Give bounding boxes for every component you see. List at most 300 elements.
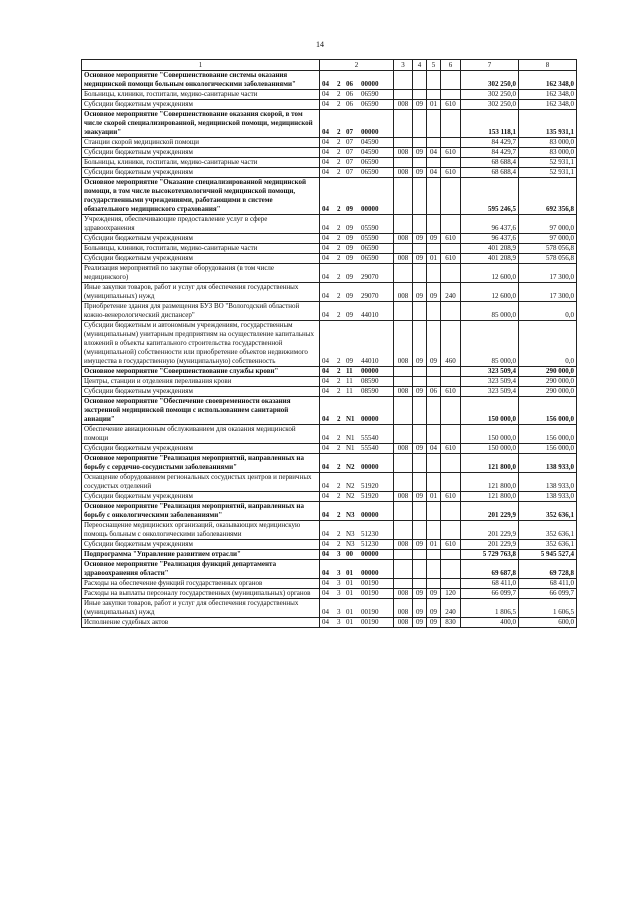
target-code xyxy=(320,158,394,168)
target-code xyxy=(320,234,394,244)
target-code xyxy=(320,90,394,100)
target-code xyxy=(320,321,394,367)
amount-year-1: 68 688,4 xyxy=(461,168,519,178)
code-part: 04 xyxy=(322,128,329,136)
code-part: 04 xyxy=(322,367,329,375)
department-code: 008 xyxy=(394,254,413,264)
amount-year-1: 68 411,0 xyxy=(461,579,519,589)
section-code: 09 xyxy=(413,540,427,550)
code-part: 2 xyxy=(337,224,341,232)
amount-year-1: 85 000,0 xyxy=(461,321,519,367)
code-part: 04 xyxy=(322,292,329,300)
subsection-code xyxy=(427,377,441,387)
expense-type-code xyxy=(441,579,461,589)
code-part: 2 xyxy=(337,128,341,136)
subsection-code xyxy=(427,90,441,100)
table-row xyxy=(82,168,577,178)
code-part: 51230 xyxy=(361,540,379,548)
target-code xyxy=(320,254,394,264)
amount-year-1: 153 118,1 xyxy=(461,110,519,138)
code-part: 04 xyxy=(322,492,329,500)
code-part: 00000 xyxy=(361,415,379,423)
code-part: 04 xyxy=(322,530,329,538)
item-name: Субсидии бюджетным учреждениям xyxy=(82,234,320,244)
code-part: 2 xyxy=(337,387,341,395)
section-code xyxy=(413,397,427,425)
code-part: 07 xyxy=(346,168,353,176)
code-part: 04 xyxy=(322,158,329,166)
item-name: Реализация мероприятий по закупке оборудования (в том числе медицинского) xyxy=(82,264,320,283)
expense-type-code xyxy=(441,397,461,425)
code-part: 3 xyxy=(337,608,341,616)
department-code xyxy=(394,302,413,321)
item-name: Субсидии бюджетным учреждениям xyxy=(82,100,320,110)
code-part: 09 xyxy=(346,205,353,213)
code-part: 06 xyxy=(346,100,353,108)
subsection-code xyxy=(427,502,441,521)
code-part: 2 xyxy=(337,80,341,88)
expense-type-code: 610 xyxy=(441,234,461,244)
amount-year-1: 66 099,7 xyxy=(461,589,519,599)
department-code xyxy=(394,473,413,492)
expense-type-code: 120 xyxy=(441,589,461,599)
code-part: N3 xyxy=(346,540,355,548)
code-part: 09 xyxy=(346,273,353,281)
amount-year-2: 68 411,0 xyxy=(519,579,577,589)
code-part: 3 xyxy=(337,550,341,558)
table-row xyxy=(82,540,577,550)
department-code: 008 xyxy=(394,100,413,110)
target-code xyxy=(320,110,394,138)
code-part: 09 xyxy=(346,357,353,365)
item-name: Субсидии бюджетным учреждениям xyxy=(82,492,320,502)
code-part: 04 xyxy=(322,608,329,616)
amount-year-1: 302 250,0 xyxy=(461,100,519,110)
table-row xyxy=(82,492,577,502)
section-code: 09 xyxy=(413,492,427,502)
amount-year-2: 83 000,0 xyxy=(519,148,577,158)
code-part: 3 xyxy=(337,569,341,577)
code-part: 2 xyxy=(337,434,341,442)
target-code xyxy=(320,367,394,377)
target-code xyxy=(320,521,394,540)
item-name: Расходы на обеспечение функций государственных органов xyxy=(82,579,320,589)
code-part: 00 xyxy=(346,550,353,558)
code-part: 3 xyxy=(337,618,341,626)
code-part: 07 xyxy=(346,128,353,136)
department-code xyxy=(394,264,413,283)
code-part: N1 xyxy=(346,434,355,442)
code-part: 06 xyxy=(346,90,353,98)
section-code xyxy=(413,71,427,90)
amount-year-2: 578 056,8 xyxy=(519,254,577,264)
amount-year-1: 121 800,0 xyxy=(461,473,519,492)
code-part: N1 xyxy=(346,444,355,452)
expense-type-code xyxy=(441,502,461,521)
code-part: 2 xyxy=(337,244,341,252)
target-code xyxy=(320,397,394,425)
code-part: 04590 xyxy=(361,138,379,146)
budget-table xyxy=(81,59,577,628)
code-part: 2 xyxy=(337,205,341,213)
amount-year-2: 156 000,0 xyxy=(519,444,577,454)
department-code xyxy=(394,158,413,168)
code-part: 04 xyxy=(322,90,329,98)
amount-year-1: 323 509,4 xyxy=(461,387,519,397)
code-part: 06 xyxy=(346,80,353,88)
table-row xyxy=(82,234,577,244)
item-name: Расходы на выплаты персоналу государственных (муниципальных) органов xyxy=(82,589,320,599)
code-part: 04 xyxy=(322,205,329,213)
expense-type-code xyxy=(441,110,461,138)
section-code: 09 xyxy=(413,283,427,302)
table-row xyxy=(82,618,577,628)
target-code xyxy=(320,444,394,454)
expense-type-code: 610 xyxy=(441,492,461,502)
item-name: Иные закупки товаров, работ и услуг для обеспечения государственных (муниципальных) нужд xyxy=(82,283,320,302)
target-code xyxy=(320,540,394,550)
amount-year-2: 352 636,1 xyxy=(519,540,577,550)
department-code: 008 xyxy=(394,618,413,628)
amount-year-2: 162 348,0 xyxy=(519,100,577,110)
expense-type-code xyxy=(441,90,461,100)
subsection-code: 01 xyxy=(427,254,441,264)
amount-year-1: 5 729 763,8 xyxy=(461,550,519,560)
code-part: 2 xyxy=(337,415,341,423)
subsection-code: 01 xyxy=(427,540,441,550)
code-part: 04 xyxy=(322,138,329,146)
amount-year-2: 17 300,0 xyxy=(519,264,577,283)
table-row xyxy=(82,148,577,158)
item-name: Основное мероприятие "Оказание специализированной медицинской помощи, в том числе высокотехнологичной медицинской помощи, государственными учреждениями, работающими в системе обязательного медицинского страхования" xyxy=(82,178,320,215)
code-part: 06590 xyxy=(361,90,379,98)
item-name: Основное мероприятие "Совершенствование оказания скорой, в том числе скорой специализированной, медицинской помощи, медицинской эвакуации" xyxy=(82,110,320,138)
subsection-code xyxy=(427,71,441,90)
code-part: 55540 xyxy=(361,444,379,452)
amount-year-2: 97 000,0 xyxy=(519,215,577,234)
item-name: Оснащение оборудованием региональных сосудистых центров и первичных сосудистых отделений xyxy=(82,473,320,492)
code-part: 04 xyxy=(322,482,329,490)
amount-year-2: 156 000,0 xyxy=(519,397,577,425)
department-code xyxy=(394,90,413,100)
item-name: Субсидии бюджетным учреждениям xyxy=(82,148,320,158)
amount-year-1: 12 600,0 xyxy=(461,283,519,302)
target-code xyxy=(320,71,394,90)
code-part: 2 xyxy=(337,138,341,146)
subsection-code xyxy=(427,550,441,560)
code-part: 00000 xyxy=(361,367,379,375)
amount-year-2: 69 728,8 xyxy=(519,560,577,579)
amount-year-2: 600,0 xyxy=(519,618,577,628)
department-code xyxy=(394,550,413,560)
subsection-code xyxy=(427,158,441,168)
subsection-code: 04 xyxy=(427,168,441,178)
code-part: 2 xyxy=(337,511,341,519)
code-part: 04 xyxy=(322,357,329,365)
table-row xyxy=(82,110,577,138)
code-part: 51920 xyxy=(361,492,379,500)
item-name: Основное мероприятие "Реализация мероприятий, направленных на борьбу с онкологическими заболеваниями" xyxy=(82,502,320,521)
code-part: 01 xyxy=(346,618,353,626)
table-row xyxy=(82,367,577,377)
target-code xyxy=(320,138,394,148)
code-part: 2 xyxy=(337,377,341,385)
item-name: Иные закупки товаров, работ и услуг для обеспечения государственных (муниципальных) нужд xyxy=(82,599,320,618)
subsection-code: 09 xyxy=(427,618,441,628)
department-code xyxy=(394,521,413,540)
expense-type-code xyxy=(441,71,461,90)
section-code xyxy=(413,425,427,444)
target-code xyxy=(320,264,394,283)
code-part: 09 xyxy=(346,224,353,232)
section-code: 09 xyxy=(413,444,427,454)
amount-year-2: 138 933,0 xyxy=(519,454,577,473)
subsection-code xyxy=(427,579,441,589)
code-part: 09 xyxy=(346,244,353,252)
department-code: 008 xyxy=(394,321,413,367)
code-part: 2 xyxy=(337,444,341,452)
target-code xyxy=(320,502,394,521)
code-part: 04 xyxy=(322,550,329,558)
code-part: 06590 xyxy=(361,158,379,166)
code-part: N3 xyxy=(346,511,355,519)
amount-year-2: 52 931,1 xyxy=(519,158,577,168)
target-code xyxy=(320,244,394,254)
item-name: Основное мероприятие "Совершенствование системы оказания медицинской помощи больным онкологическими заболеваниями" xyxy=(82,71,320,90)
section-code xyxy=(413,90,427,100)
code-part: 2 xyxy=(337,482,341,490)
code-part: 06590 xyxy=(361,100,379,108)
amount-year-1: 150 000,0 xyxy=(461,425,519,444)
code-part: 00000 xyxy=(361,128,379,136)
section-code xyxy=(413,454,427,473)
code-part: 09 xyxy=(346,234,353,242)
subsection-code xyxy=(427,110,441,138)
section-code xyxy=(413,550,427,560)
item-name: Субсидии бюджетным учреждениям xyxy=(82,540,320,550)
target-code xyxy=(320,178,394,215)
subsection-code: 01 xyxy=(427,100,441,110)
table-row xyxy=(82,90,577,100)
expense-type-code: 610 xyxy=(441,387,461,397)
section-code xyxy=(413,579,427,589)
code-part: 08590 xyxy=(361,387,379,395)
subsection-code xyxy=(427,473,441,492)
target-code xyxy=(320,283,394,302)
item-name: Основное мероприятие "Реализация функций департамента здравоохранения области" xyxy=(82,560,320,579)
code-part: 51920 xyxy=(361,482,379,490)
section-code: 09 xyxy=(413,618,427,628)
section-code xyxy=(413,244,427,254)
department-code xyxy=(394,178,413,215)
table-row xyxy=(82,550,577,560)
table-row xyxy=(82,215,577,234)
section-code: 09 xyxy=(413,100,427,110)
target-code xyxy=(320,302,394,321)
item-name: Обеспечение авиационным обслуживанием для оказания медицинской помощи xyxy=(82,425,320,444)
target-code xyxy=(320,560,394,579)
code-part: 2 xyxy=(337,367,341,375)
amount-year-2: 162 348,0 xyxy=(519,71,577,90)
table-row xyxy=(82,397,577,425)
section-code xyxy=(413,560,427,579)
subsection-code: 04 xyxy=(427,148,441,158)
amount-year-2: 578 056,8 xyxy=(519,244,577,254)
table-row xyxy=(82,473,577,492)
expense-type-code: 240 xyxy=(441,599,461,618)
department-code: 008 xyxy=(394,283,413,302)
section-code: 09 xyxy=(413,168,427,178)
department-code: 008 xyxy=(394,540,413,550)
amount-year-2: 156 000,0 xyxy=(519,425,577,444)
subsection-code: 01 xyxy=(427,492,441,502)
code-part: 00190 xyxy=(361,618,379,626)
table-row xyxy=(82,321,577,367)
header-cell: 5 xyxy=(427,60,441,71)
subsection-code: 09 xyxy=(427,283,441,302)
subsection-code xyxy=(427,215,441,234)
subsection-code: 09 xyxy=(427,321,441,367)
subsection-code: 09 xyxy=(427,599,441,618)
header-cell: 1 xyxy=(82,60,320,71)
section-code xyxy=(413,138,427,148)
code-part: 44010 xyxy=(361,357,379,365)
expense-type-code xyxy=(441,244,461,254)
amount-year-2: 138 933,0 xyxy=(519,492,577,502)
amount-year-2: 0,0 xyxy=(519,302,577,321)
code-part: 04 xyxy=(322,80,329,88)
code-part: 2 xyxy=(337,100,341,108)
table-row xyxy=(82,579,577,589)
code-part: 01 xyxy=(346,569,353,577)
header-cell: 8 xyxy=(519,60,577,71)
code-part: 2 xyxy=(337,357,341,365)
code-part: 2 xyxy=(337,254,341,262)
amount-year-1: 201 229,9 xyxy=(461,502,519,521)
header-cell: 2 xyxy=(320,60,394,71)
code-part: 55540 xyxy=(361,434,379,442)
amount-year-1: 400,0 xyxy=(461,618,519,628)
code-part: 00190 xyxy=(361,589,379,597)
section-code xyxy=(413,302,427,321)
amount-year-1: 595 246,5 xyxy=(461,178,519,215)
amount-year-2: 52 931,1 xyxy=(519,168,577,178)
header-cell: 7 xyxy=(461,60,519,71)
section-code: 09 xyxy=(413,254,427,264)
table-row xyxy=(82,387,577,397)
code-part: 04 xyxy=(322,168,329,176)
code-part: 06590 xyxy=(361,244,379,252)
expense-type-code xyxy=(441,138,461,148)
section-code: 09 xyxy=(413,387,427,397)
item-name: Субсидии бюджетным и автономным учреждениям, государственным (муниципальным) унитарным предприятиям на осуществление капитальных вложений в объекты капитального строительства государственной (муниципальной) собственности или приобретение объектов недвижимого имущества в государственную (муниципальную) собственность xyxy=(82,321,320,367)
amount-year-2: 138 933,0 xyxy=(519,473,577,492)
subsection-code xyxy=(427,302,441,321)
target-code xyxy=(320,168,394,178)
department-code xyxy=(394,560,413,579)
code-part: 00000 xyxy=(361,205,379,213)
code-part: N3 xyxy=(346,530,355,538)
amount-year-1: 401 208,9 xyxy=(461,244,519,254)
code-part: 00190 xyxy=(361,608,379,616)
section-code xyxy=(413,377,427,387)
code-part: 04 xyxy=(322,569,329,577)
code-part: 04590 xyxy=(361,148,379,156)
item-name: Основное мероприятие "Реализация мероприятий, направленных на борьбу с сердечно-сосудистыми заболеваниями" xyxy=(82,454,320,473)
item-name: Приобретение здания для размещения БУЗ ВО "Вологодский областной кожно-венерологический диспансер" xyxy=(82,302,320,321)
subsection-code xyxy=(427,264,441,283)
amount-year-1: 302 250,0 xyxy=(461,71,519,90)
code-part: 04 xyxy=(322,434,329,442)
expense-type-code: 610 xyxy=(441,540,461,550)
code-part: 09 xyxy=(346,254,353,262)
subsection-code xyxy=(427,138,441,148)
amount-year-1: 150 000,0 xyxy=(461,397,519,425)
amount-year-2: 352 636,1 xyxy=(519,521,577,540)
amount-year-1: 201 229,9 xyxy=(461,521,519,540)
table-row xyxy=(82,502,577,521)
subsection-code xyxy=(427,397,441,425)
code-part: 04 xyxy=(322,463,329,471)
expense-type-code: 240 xyxy=(441,283,461,302)
code-part: 04 xyxy=(322,224,329,232)
target-code xyxy=(320,148,394,158)
subsection-code: 04 xyxy=(427,444,441,454)
subsection-code xyxy=(427,454,441,473)
amount-year-1: 85 000,0 xyxy=(461,302,519,321)
expense-type-code: 610 xyxy=(441,444,461,454)
code-part: 04 xyxy=(322,148,329,156)
amount-year-2: 692 356,8 xyxy=(519,178,577,215)
code-part: 04 xyxy=(322,254,329,262)
table-row xyxy=(82,425,577,444)
code-part: N1 xyxy=(346,415,355,423)
expense-type-code xyxy=(441,367,461,377)
code-part: 29070 xyxy=(361,273,379,281)
target-code xyxy=(320,425,394,444)
department-code xyxy=(394,71,413,90)
table-row xyxy=(82,589,577,599)
code-part: 04 xyxy=(322,589,329,597)
expense-type-code xyxy=(441,473,461,492)
amount-year-1: 323 509,4 xyxy=(461,377,519,387)
item-name: Исполнение судебных актов xyxy=(82,618,320,628)
expense-type-code xyxy=(441,377,461,387)
code-part: 00000 xyxy=(361,463,379,471)
section-code: 09 xyxy=(413,321,427,367)
item-name: Субсидии бюджетным учреждениям xyxy=(82,254,320,264)
code-part: 04 xyxy=(322,618,329,626)
code-part: 01 xyxy=(346,579,353,587)
section-code: 09 xyxy=(413,234,427,244)
expense-type-code xyxy=(441,521,461,540)
target-code xyxy=(320,215,394,234)
item-name: Больницы, клиники, госпитали, медико-санитарные части xyxy=(82,244,320,254)
expense-type-code xyxy=(441,550,461,560)
amount-year-2: 97 000,0 xyxy=(519,234,577,244)
section-code xyxy=(413,367,427,377)
expense-type-code: 610 xyxy=(441,148,461,158)
code-part: 29070 xyxy=(361,292,379,300)
item-name: Подпрограмма "Управление развитием отрасли" xyxy=(82,550,320,560)
department-code: 008 xyxy=(394,168,413,178)
table-row xyxy=(82,454,577,473)
section-code: 09 xyxy=(413,589,427,599)
code-part: 3 xyxy=(337,589,341,597)
subsection-code: 09 xyxy=(427,234,441,244)
amount-year-1: 68 688,4 xyxy=(461,158,519,168)
target-code xyxy=(320,473,394,492)
